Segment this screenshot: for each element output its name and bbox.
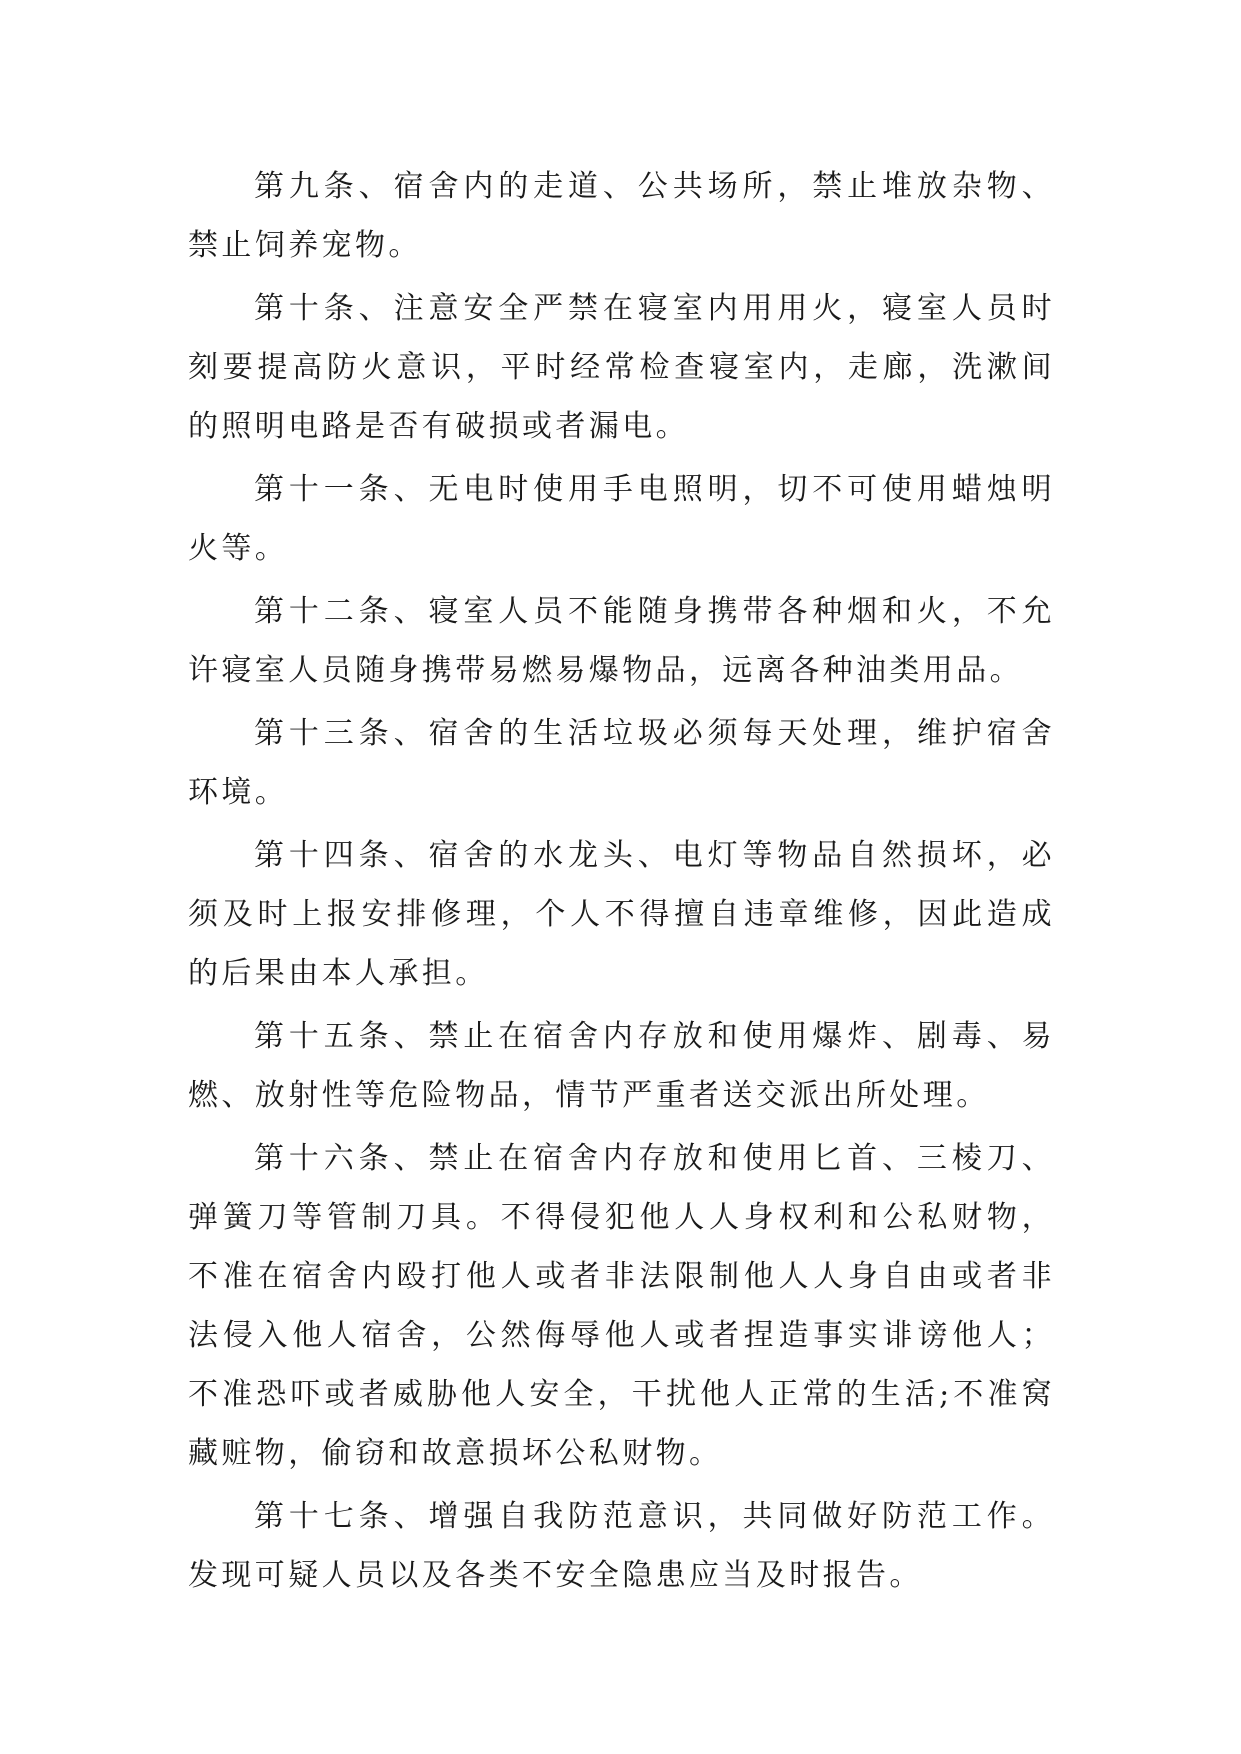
article-13: 第十三条、宿舍的生活垃圾必须每天处理，维护宿舍环境。 bbox=[188, 716, 1055, 810]
article-10: 第十条、注意安全严禁在寝室内用用火，寝室人员时刻要提高防火意识，平时经常检查寝室内，走廊，洗漱间的照明电路是否有破损或者漏电。 bbox=[188, 291, 1055, 444]
article-12: 第十二条、寝室人员不能随身携带各种烟和火，不允许寝室人员随身携带易燃易爆物品，远离各种油类用品。 bbox=[188, 594, 1055, 688]
article-11: 第十一条、无电时使用手电照明，切不可使用蜡烛明火等。 bbox=[188, 472, 1055, 566]
article-15: 第十五条、禁止在宿舍内存放和使用爆炸、剧毒、易燃、放射性等危险物品，情节严重者送交派出所处理。 bbox=[188, 1019, 1055, 1113]
article-17: 第十七条、增强自我防范意识，共同做好防范工作。发现可疑人员以及各类不安全隐患应当及时报告。 bbox=[188, 1499, 1055, 1593]
article-14: 第十四条、宿舍的水龙头、电灯等物品自然损坏，必须及时上报安排修理，个人不得擅自违章维修，因此造成的后果由本人承担。 bbox=[188, 838, 1055, 991]
article-16: 第十六条、禁止在宿舍内存放和使用匕首、三棱刀、弹簧刀等管制刀具。不得侵犯他人人身权利和公私财物，不准在宿舍内殴打他人或者非法限制他人人身自由或者非法侵入他人宿舍，公然侮辱他人或者捏造事实诽谤他人；不准恐吓或者威胁他人安全，干扰他人正常的生活;不准窝藏赃物，偷窃和故意损坏公私财物。 bbox=[188, 1141, 1055, 1471]
article-9: 第九条、宿舍内的走道、公共场所，禁止堆放杂物、禁止饲养宠物。 bbox=[188, 169, 1055, 263]
document-body bbox=[188, 157, 1055, 1609]
